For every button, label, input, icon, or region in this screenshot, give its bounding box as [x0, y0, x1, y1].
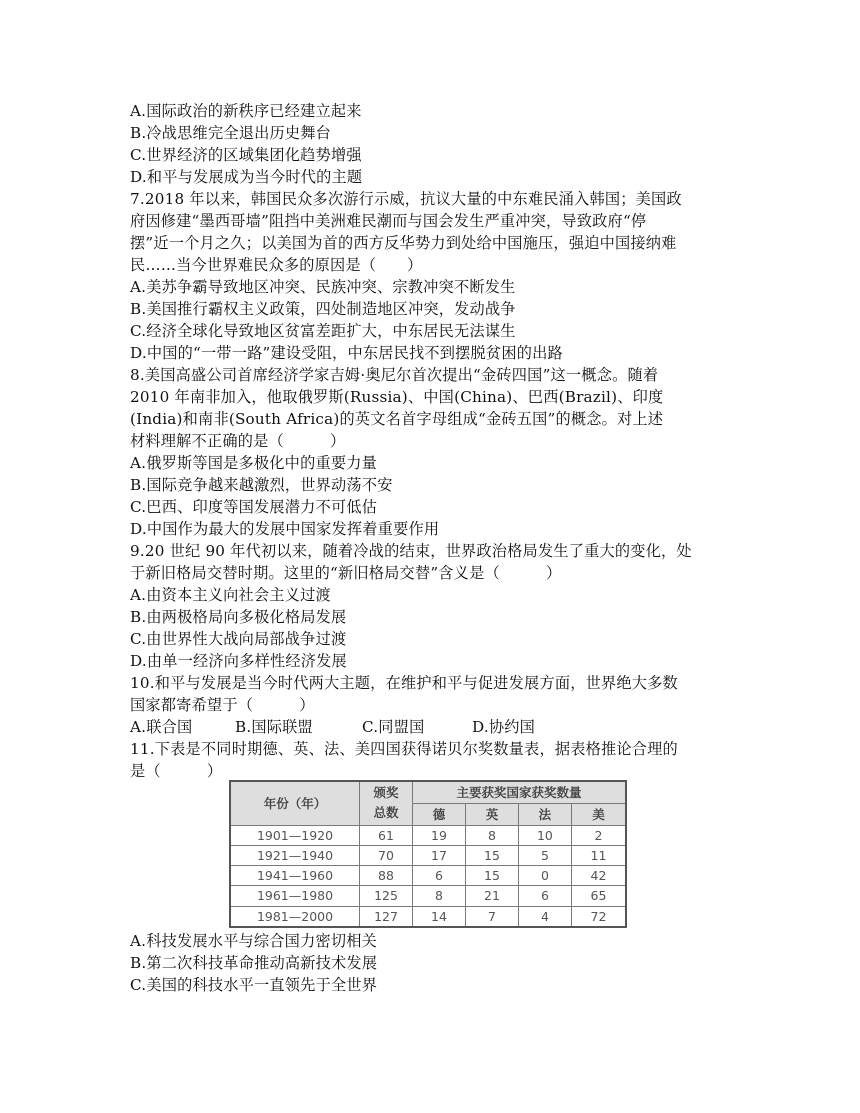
table-cell: 6: [518, 886, 571, 906]
table-cell: 6: [413, 866, 466, 886]
text-line: 7.2018 年以来，韩国民众多次游行示威，抗议大量的中东难民涌入韩国；美国政: [130, 190, 682, 208]
q11-option-b: B.第二次科技革命推动高新技术发展: [130, 954, 378, 972]
header-country: 德: [413, 803, 466, 825]
q10-option-c: C.同盟国: [362, 718, 425, 736]
text-line: (India)和南非(South Africa)的英文名首字母组成“金砖五国”的概念。对上述: [130, 410, 664, 428]
table-cell: 1981—2000: [230, 906, 360, 927]
table-cell: 70: [360, 845, 413, 865]
table-row: [230, 886, 626, 906]
table-cell: 11: [571, 845, 626, 865]
text-line: 于新旧格局交替时期。这里的“新旧格局交替”含义是（ ）: [130, 564, 562, 582]
header-country: 法: [518, 803, 571, 825]
text-line: 11.下表是不同时期德、英、法、美四国获得诺贝尔奖数量表，据表格推论合理的: [130, 740, 678, 758]
text-line: D.和平与发展成为当今时代的主题: [130, 168, 363, 186]
header-total-text: 颁奖总数: [373, 785, 399, 821]
text-line: 府因修建“墨西哥墙”阻挡中美洲难民潮而与国会发生严重冲突，导致政府“停: [130, 212, 647, 230]
table-cell: 88: [360, 866, 413, 886]
text-line: C.由世界性大战向局部战争过渡: [130, 630, 347, 648]
table-cell: 15: [465, 845, 518, 865]
q10-options: [130, 716, 740, 738]
text-line: 2010 年南非加入，他取俄罗斯(Russia)、中国(China)、巴西(Brazil)、印度: [130, 388, 664, 406]
q10-option-a: A.联合国: [130, 718, 193, 736]
table-cell: 7: [465, 906, 518, 927]
table-cell: 5: [518, 845, 571, 865]
text-line: 民……当今世界难民众多的原因是（ ）: [130, 256, 423, 274]
table-cell: 125: [360, 886, 413, 906]
table-cell: 1941—1960: [230, 866, 360, 886]
header-year: 年份（年）: [230, 781, 360, 825]
table-cell: 8: [465, 825, 518, 845]
q11-option-c: C.美国的科技水平一直领先于全世界: [130, 976, 378, 994]
header-group: 主要获奖国家获奖数量: [413, 781, 627, 803]
table-cell: 65: [571, 886, 626, 906]
text-line: D.中国的“一带一路”建设受阻，中东居民找不到摆脱贫困的出路: [130, 344, 563, 362]
text-line: A.国际政治的新秩序已经建立起来: [130, 102, 362, 120]
table-cell: 0: [518, 866, 571, 886]
table-row: [230, 906, 626, 927]
table-cell: 15: [465, 866, 518, 886]
text-line: C.世界经济的区域集团化趋势增强: [130, 146, 362, 164]
text-line: B.由两极格局向多极化格局发展: [130, 608, 347, 626]
text-line: 国家都寄希望于（ ）: [130, 696, 315, 714]
table-cell: 19: [413, 825, 466, 845]
table-row: [230, 845, 626, 865]
text-line: 8.美国高盛公司首席经济学家吉姆·奥尼尔首次提出“金砖四国”这一概念。随着: [130, 366, 659, 384]
table-cell: 1921—1940: [230, 845, 360, 865]
text-line: 是（ ）: [130, 762, 223, 780]
table-cell: 21: [465, 886, 518, 906]
question-text: [130, 100, 740, 782]
text-line: 10.和平与发展是当今时代两大主题，在维护和平与促进发展方面，世界绝大多数: [130, 674, 678, 692]
table-row: [230, 825, 626, 845]
text-line: A.由资本主义向社会主义过渡: [130, 586, 331, 604]
table-cell: 61: [360, 825, 413, 845]
text-line: 材料理解不正确的是（ ）: [130, 432, 346, 450]
text-line: B.美国推行霸权主义政策，四处制造地区冲突，发动战争: [130, 300, 516, 318]
table-cell: 17: [413, 845, 466, 865]
table-cell: 1901—1920: [230, 825, 360, 845]
q11-option-a: A.科技发展水平与综合国力密切相关: [130, 932, 378, 950]
table-cell: 14: [413, 906, 466, 927]
q10-option-d: D.协约国: [472, 718, 536, 736]
table-cell: 8: [413, 886, 466, 906]
text-line: B.国际竞争越来越激烈，世界动荡不安: [130, 476, 393, 494]
table-cell: 127: [360, 906, 413, 927]
table-row: [230, 866, 626, 886]
table-cell: 72: [571, 906, 626, 927]
table-cell: 42: [571, 866, 626, 886]
text-line: 摆”近一个月之久；以美国为首的西方反华势力到处给中国施压，强迫中国接纳难: [130, 234, 677, 252]
header-country: 美: [571, 803, 626, 825]
text-line: C.经济全球化导致地区贫富差距扩大，中东居民无法谋生: [130, 322, 516, 340]
text-line: A.俄罗斯等国是多极化中的重要力量: [130, 454, 378, 472]
table-cell: 1961—1980: [230, 886, 360, 906]
text-line: A.美苏争霸导致地区冲突、民族冲突、宗教冲突不断发生: [130, 278, 516, 296]
text-line: D.中国作为最大的发展中国家发挥着重要作用: [130, 520, 440, 538]
text-line: B.冷战思维完全退出历史舞台: [130, 124, 332, 142]
table-cell: 2: [571, 825, 626, 845]
q10-option-b: B.国际联盟: [235, 718, 313, 736]
table-cell: 10: [518, 825, 571, 845]
text-line: 9.20 世纪 90 年代初以来，随着冷战的结束，世界政治格局发生了重大的变化，处: [130, 542, 692, 560]
table-cell: 4: [518, 906, 571, 927]
header-country: 英: [465, 803, 518, 825]
nobel-prize-table: [229, 780, 627, 928]
header-total: [360, 781, 413, 825]
text-line: D.由单一经济向多样性经济发展: [130, 652, 347, 670]
text-line: C.巴西、印度等国发展潜力不可低估: [130, 498, 378, 516]
q11-options: [130, 930, 377, 996]
